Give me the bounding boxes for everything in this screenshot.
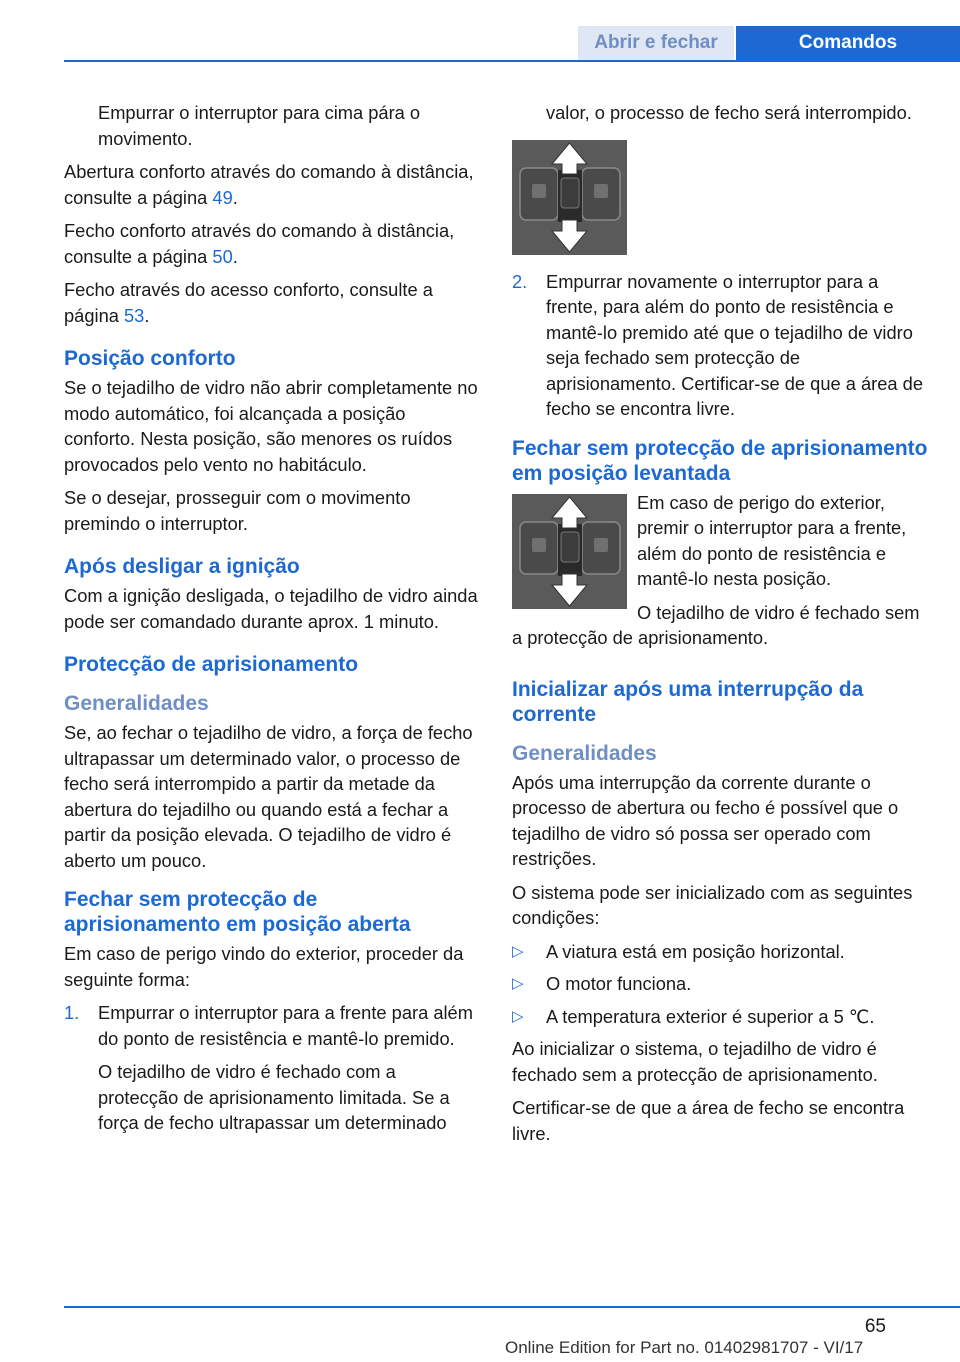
heading-general: Generalidades [64,692,209,715]
step-number: 1. [64,1002,80,1023]
page-reference-link[interactable]: 50 [212,245,233,267]
heading-general: Generalidades [512,741,657,765]
initialize-warning: Certificar-se de que a área de fecho se encontra livre. [512,1097,905,1144]
step-1-subtext: O tejadilho de vidro é fechado com a protecção de aprisionamento limitada. Se a força de fecho ultrapassar um determinado [98,1061,450,1133]
heading-comfort-position: Posição conforto [64,347,236,370]
comfort-position-continue-text: Se o desejar, prosseguir com o movimento premindo o interruptor. [64,487,411,534]
page-number: 65 [864,1316,886,1337]
right-column [512,100,930,1154]
footer-rule [64,1306,960,1308]
close-raised-text: Em caso de perigo do exterior, premir o interruptor para a frente, além do ponto de resistência e mantê-lo nesta posição. [637,491,907,589]
condition-text: O motor funciona. [546,973,692,994]
triangle-bullet-icon: ▷ [512,1007,524,1025]
triangle-bullet-icon: ▷ [512,942,524,960]
initialize-result: Ao inicializar o sistema, o tejadilho de vidro é fechado sem a protecção de aprisionamento. [512,1038,878,1085]
heading-pinch-protection: Protecção de aprisionamento [64,653,359,676]
header-rule [64,60,960,62]
condition-item [512,971,930,997]
step-2-text: Empurrar novamente o interruptor para a frente, para além do ponto de resistência e mantê-lo premido até que o tejadilho de vidro seja fechado sem protecção de aprisionamento. Certificar-se de que a área de fecho se encontra livre. [546,270,924,419]
after-ignition-text: Com a ignição desligada, o tejadilho de vidro ainda pode ser comandado durante aprox. 1 minuto. [64,585,478,632]
roof-switch-icon [512,494,627,609]
switch-figure-1 [512,140,930,255]
left-column [64,100,478,1144]
condition-item [512,939,930,965]
condition-text: A viatura está em posição horizontal. [546,940,845,962]
step-number: 2. [512,270,528,292]
roof-switch-icon [512,140,627,255]
condition-text: A temperatura exterior é superior a 5 ℃. [546,1005,875,1027]
step-1-text: Empurrar o interruptor para a frente para além do ponto de resistência e mantê-lo premido. [98,1002,473,1049]
edition-note: Online Edition for Part no. 01402981707 - VI/17 [505,1338,864,1357]
paragraph-comfort-access: Fecho através do acesso conforto, consulte a página 53. [64,279,433,326]
header-tab-section: Abrir e fechar [578,26,734,60]
roof-switch-illustration [512,140,627,255]
close-raised-result: O tejadilho de vidro é fechado sem a protecção de aprisionamento. [512,601,920,648]
header-tab-chapter: Comandos [736,26,960,60]
triangle-bullet-icon: ▷ [512,975,524,992]
step-1 [64,1000,478,1136]
comfort-position-text: Se o tejadilho de vidro não abrir completamente no modo automático, foi alcançada a posição conforto. Nesta posição, são menores os ruídos provocados pelo vento no habitáculo. [64,377,478,475]
page-reference-link[interactable]: 49 [212,186,233,208]
paragraph-remote-closing: Fecho conforto através do comando à distância, consulte a página 50. [64,220,455,267]
paragraph-remote-opening: Abertura conforto através do comando à distância, consulte a página 49. [64,161,474,208]
intro-paragraph: Empurrar o interruptor para cima pára o movimento. [98,102,421,149]
general-text: Se, ao fechar o tejadilho de vidro, a força de fecho ultrapassar um determinado valor, o processo de fecho será interrompido a partir da metade da abertura do tejadilho ou quando está a fechar a partir da posição elevada. O tejadilho de vidro é aberto um pouco. [64,722,473,871]
condition-item [512,1004,930,1030]
close-open-intro: Em caso de perigo vindo do exterior, proceder da seguinte forma: [64,943,464,990]
initialize-text: Após uma interrupção da corrente durante o processo de abertura ou fecho é possível que o tejadilho de vidro só possa ser operado com restrições. [512,771,899,869]
heading-initialize: Inicializar após uma interrupção da corrente [512,677,864,726]
switch-figure-2 [512,494,627,609]
heading-close-raised-position: Fechar sem protecção de aprisionamento em posição levantada [512,436,928,485]
step-2 [512,269,930,422]
page-reference-link[interactable]: 53 [123,304,145,326]
roof-switch-illustration [512,494,627,609]
initialize-conditions-intro: O sistema pode ser inicializado com as seguintes condições: [512,881,913,928]
heading-after-ignition: Após desligar a ignição [64,555,300,578]
heading-close-open-position: Fechar sem protecção de aprisionamento em posição aberta [64,888,411,936]
continued-text: valor, o processo de fecho será interrompido. [546,102,912,123]
